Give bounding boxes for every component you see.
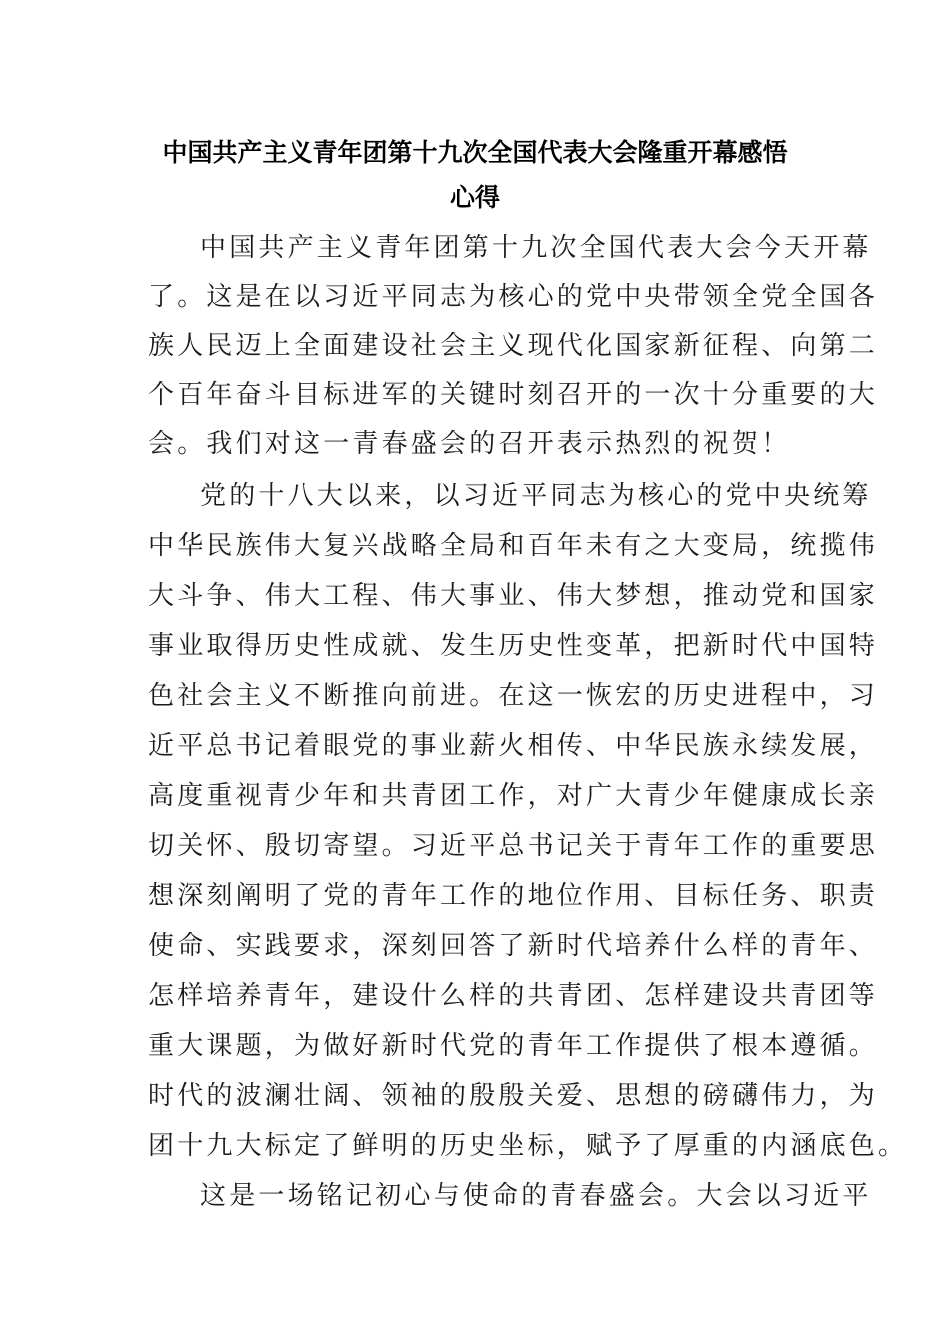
paragraph-line: 高度重视青少年和共青团工作，对广大青少年健康成长亲 xyxy=(148,781,879,811)
paragraph-line: 近平总书记着眼党的事业薪火相传、中华民族永续发展， xyxy=(148,731,879,761)
paragraph-line: 使命、实践要求，深刻回答了新时代培养什么样的青年、 xyxy=(148,931,879,961)
document-title-line-1: 中国共产主义青年团第十九次全国代表大会隆重开幕感悟 xyxy=(162,138,788,167)
paragraph-line: 切关怀、殷切寄望。习近平总书记关于青年工作的重要思 xyxy=(148,831,879,861)
paragraph-line: 中国共产主义青年团第十九次全国代表大会今天开幕 xyxy=(200,233,872,263)
paragraph-line: 事业取得历史性成就、发生历史性变革，把新时代中国特 xyxy=(148,631,879,661)
paragraph-line: 中华民族伟大复兴战略全局和百年未有之大变局，统揽伟 xyxy=(148,531,879,561)
paragraph-line: 了。这是在以习近平同志为核心的党中央带领全党全国各 xyxy=(148,282,879,312)
paragraph-line: 族人民迈上全面建设社会主义现代化国家新征程、向第二 xyxy=(148,331,879,361)
paragraph-line: 团十九大标定了鲜明的历史坐标，赋予了厚重的内涵底色。 xyxy=(148,1131,908,1161)
paragraph-line: 重大课题，为做好新时代党的青年工作提供了根本遵循。 xyxy=(148,1031,879,1061)
document-title-line-2: 心得 xyxy=(449,183,500,212)
paragraph-line: 色社会主义不断推向前进。在这一恢宏的历史进程中，习 xyxy=(148,681,879,711)
paragraph-line: 这是一场铭记初心与使命的青春盛会。大会以习近平 xyxy=(200,1181,872,1211)
paragraph-line: 会。我们对这一青春盛会的召开表示热烈的祝贺！ xyxy=(148,429,791,459)
paragraph-line: 怎样培养青年，建设什么样的共青团、怎样建设共青团等 xyxy=(148,981,879,1011)
paragraph-line: 党的十八大以来，以习近平同志为核心的党中央统筹 xyxy=(200,481,872,511)
paragraph-line: 个百年奋斗目标进军的关键时刻召开的一次十分重要的大 xyxy=(148,380,879,410)
paragraph-line: 时代的波澜壮阔、领袖的殷殷关爱、思想的磅礴伟力，为 xyxy=(148,1081,879,1111)
paragraph-line: 想深刻阐明了党的青年工作的地位作用、目标任务、职责 xyxy=(148,881,879,911)
paragraph-line: 大斗争、伟大工程、伟大事业、伟大梦想，推动党和国家 xyxy=(148,581,879,611)
